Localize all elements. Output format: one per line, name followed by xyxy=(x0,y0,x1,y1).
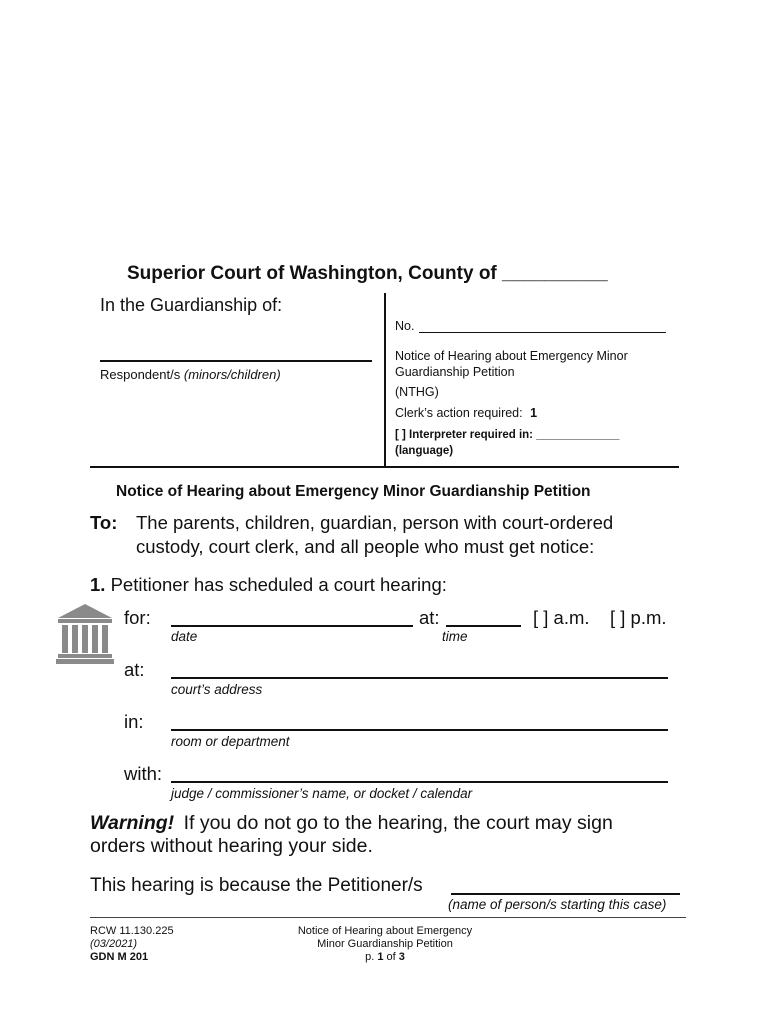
document-title: Notice of Hearing about Emergency Minor Guardianship Petition xyxy=(116,483,591,500)
in-label: in: xyxy=(124,711,144,732)
warning-line1: Warning! If you do not go to the hearing, the court may sign xyxy=(90,812,613,834)
footer-rcw: RCW 11.130.225 xyxy=(90,925,174,937)
at-time-label: at: xyxy=(419,607,440,628)
footer-form-title: Notice of Hearing about Emergency Minor Guardianship Petition p. 1 of 3 xyxy=(270,925,500,964)
with-label: with: xyxy=(124,763,163,784)
case-title-line1: Notice of Hearing about Emergency Minor xyxy=(395,349,628,363)
room-field[interactable] xyxy=(171,729,668,731)
judge-caption: judge / commissioner’s name, or docket / calendar xyxy=(171,786,473,801)
respondent-label: Respondent/s (minors/children) xyxy=(100,367,281,382)
judge-field[interactable] xyxy=(171,781,668,783)
petitioner-caption: (name of person/s starting this case) xyxy=(448,897,667,912)
pm-checkbox[interactable]: [ ] p.m. xyxy=(610,607,667,628)
caption-divider xyxy=(384,293,386,466)
case-title-line2: Guardianship Petition xyxy=(395,365,515,379)
date-field[interactable] xyxy=(171,625,413,627)
at-label: at: xyxy=(124,659,145,680)
language-note: (language) xyxy=(395,445,454,457)
footer-date-code: (03/2021) xyxy=(90,938,138,950)
time-caption: time xyxy=(442,629,468,644)
case-code: (NTHG) xyxy=(395,385,439,399)
to-text-line2: custody, court clerk, and all people who must get notice: xyxy=(136,536,595,557)
guardianship-of-label: In the Guardianship of: xyxy=(100,295,283,315)
caption-rule xyxy=(90,466,679,468)
footer-rule xyxy=(90,917,686,918)
date-caption: date xyxy=(171,629,198,644)
case-number-line xyxy=(419,332,666,333)
warning-line2: orders without hearing your side. xyxy=(90,835,373,857)
address-field[interactable] xyxy=(171,677,668,679)
courthouse-icon xyxy=(55,603,115,665)
petitioner-name-field[interactable] xyxy=(451,893,680,895)
case-number: No. xyxy=(395,319,415,333)
footer-page-number: p. 1 of 3 xyxy=(365,951,405,963)
time-field[interactable] xyxy=(446,625,521,627)
because-text: This hearing is because the Petitioner/s xyxy=(90,875,423,896)
section1-heading: 1. Petitioner has scheduled a court hearing: xyxy=(90,574,447,595)
to-text-line1: The parents, children, guardian, person with court-ordered xyxy=(136,512,614,533)
am-checkbox[interactable]: [ ] a.m. xyxy=(533,607,590,628)
interpreter-line: [ ] Interpreter required in: _____________ xyxy=(395,429,620,441)
clerk-action: Clerk’s action required: 1 xyxy=(395,406,538,420)
for-label: for: xyxy=(124,607,151,628)
footer-form-code: GDN M 201 xyxy=(90,951,149,963)
address-caption: court’s address xyxy=(171,682,263,697)
to-label: To: xyxy=(90,512,118,533)
room-caption: room or department xyxy=(171,734,290,749)
court-title: Superior Court of Washington, County of __________ xyxy=(127,263,608,284)
respondent-name-line xyxy=(100,360,372,362)
